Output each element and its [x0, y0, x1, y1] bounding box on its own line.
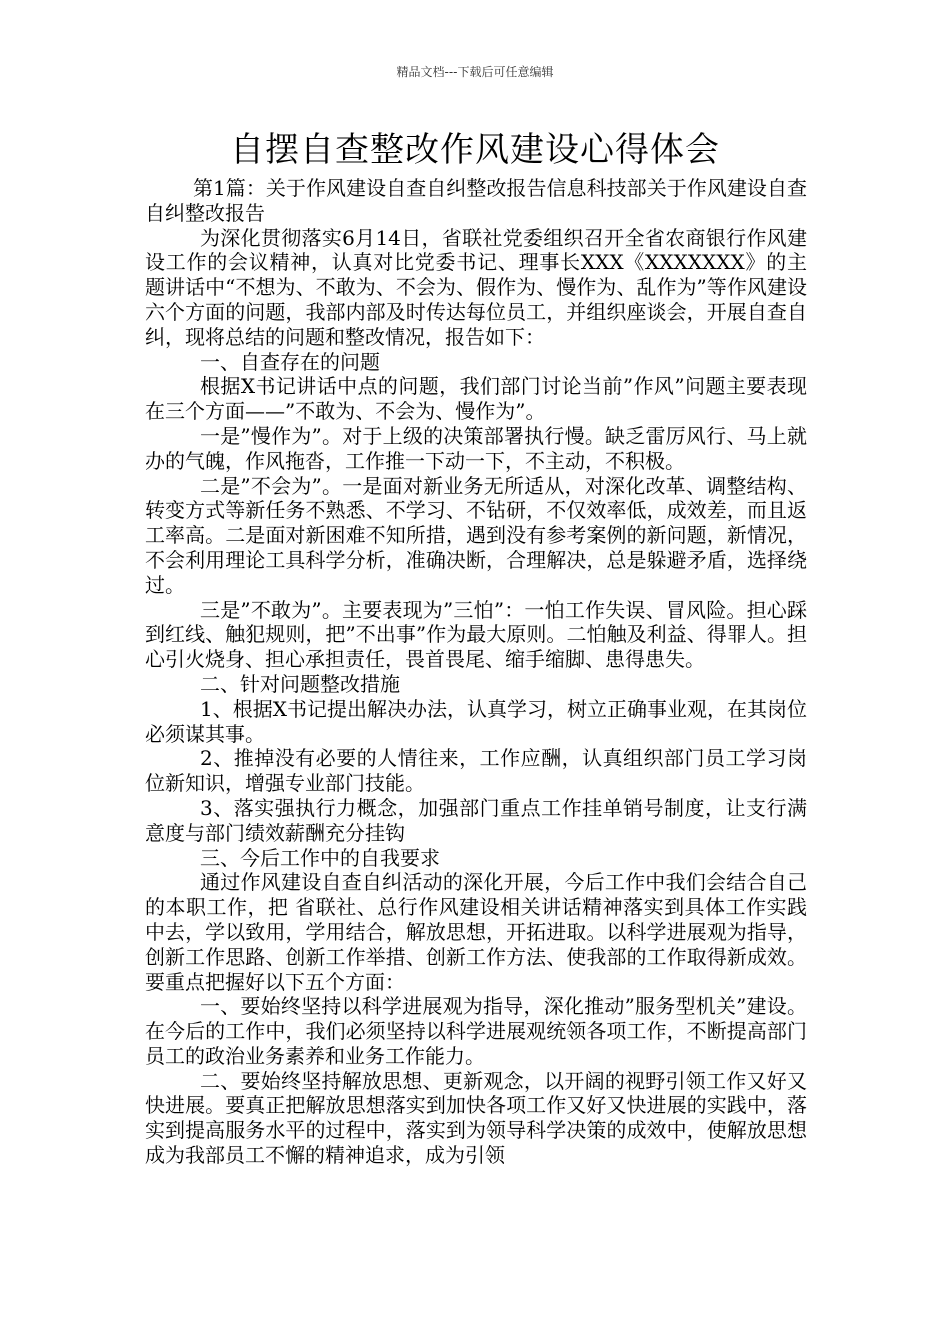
- paragraph: 2、推掉没有必要的人情往来，工作应酬，认真组织部门员工学习岗位新知识，增强专业部门技能。: [145, 746, 807, 796]
- paragraph: 根据X书记讲话中点的问题，我们部门讨论当前”作风”问题主要表现在三个方面——”不敢为、不会为、慢作为”。: [145, 374, 807, 424]
- paragraph: 三是”不敢为”。主要表现为”三怕”：一怕工作失误、冒风险。担心踩到红线、触犯规则，把”不出事”作为最大原则。二怕触及利益、得罪人。担心引火烧身、担心承担责任，畏首畏尾、缩手缩脚、患得患失。: [145, 597, 807, 672]
- paragraph: 二是”不会为”。一是面对新业务无所适从，对深化改革、调整结构、转变方式等新任务不熟悉、不学习、不钻研，不仅效率低，成效差，而且返工率高。二是面对新困难不知所措，遇到没有参考案例的新问题，新情况，不会利用理论工具科学分析，准确决断，合理解决，总是躲避矛盾，选择绕过。: [145, 473, 807, 597]
- document-title: 自摆自查整改作风建设心得体会: [230, 130, 720, 170]
- paragraph: 二、要始终坚持解放思想、更新观念，以开阔的视野引领工作又好又快进展。要真正把解放思想落实到加快各项工作又好又快进展的实践中，落实到提高服务水平的过程中，落实到为领导科学决策的成效中，使解放思想成为我部员工不懈的精神追求，成为引领: [145, 1068, 807, 1168]
- paragraph: 通过作风建设自查自纠活动的深化开展，今后工作中我们会结合自己的本职工作，把 省联社、总行作风建设相关讲话精神落实到具体工作实践中去，学以致用，学用结合，解放思想，开拓进取。以科学进展观为指导，创新工作思路、创新工作举措、创新工作方法、使我部的工作取得新成效。要重点把握好以下五个方面：: [145, 870, 807, 994]
- paragraph: 一是”慢作为”。对于上级的决策部署执行慢。缺乏雷厉风行、马上就办的气魄，作风拖沓，工作推一下动一下，不主动，不积极。: [145, 423, 807, 473]
- section-heading-3: 三、今后工作中的自我要求: [200, 845, 440, 870]
- section-heading-1: 一、自查存在的问题: [200, 349, 380, 374]
- document-subtitle: 第1篇：关于作风建设自查自纠整改报告信息科技部关于作风建设自查自纠整改报告: [145, 176, 807, 225]
- document-body: [145, 176, 807, 1168]
- page-header: 精品文档---下载后可任意编辑: [396, 65, 554, 79]
- paragraph: 1、根据X书记提出解决办法，认真学习，树立正确事业观，在其岗位必须谋其事。: [145, 696, 807, 746]
- paragraph-intro: 为深化贯彻落实6月14日，省联社党委组织召开全省农商银行作风建设工作的会议精神，认真对比党委书记、理事长XXX《XXXXXXX》的主题讲话中“不想为、不敢为、不会为、假作为、慢作为、乱作为”等作风建设六个方面的问题，我部内部及时传达每位员工，并组织座谈会，开展自查自纠，现将总结的问题和整改情况，报告如下：: [145, 225, 807, 349]
- section-heading-2: 二、针对问题整改措施: [200, 671, 400, 696]
- paragraph: 3、落实强执行力概念，加强部门重点工作挂单销号制度，让支行满意度与部门绩效薪酬充分挂钩: [145, 795, 807, 845]
- paragraph: 一、要始终坚持以科学进展观为指导，深化推动”服务型机关”建设。在今后的工作中，我们必须坚持以科学进展观统领各项工作，不断提高部门员工的政治业务素养和业务工作能力。: [145, 994, 807, 1068]
